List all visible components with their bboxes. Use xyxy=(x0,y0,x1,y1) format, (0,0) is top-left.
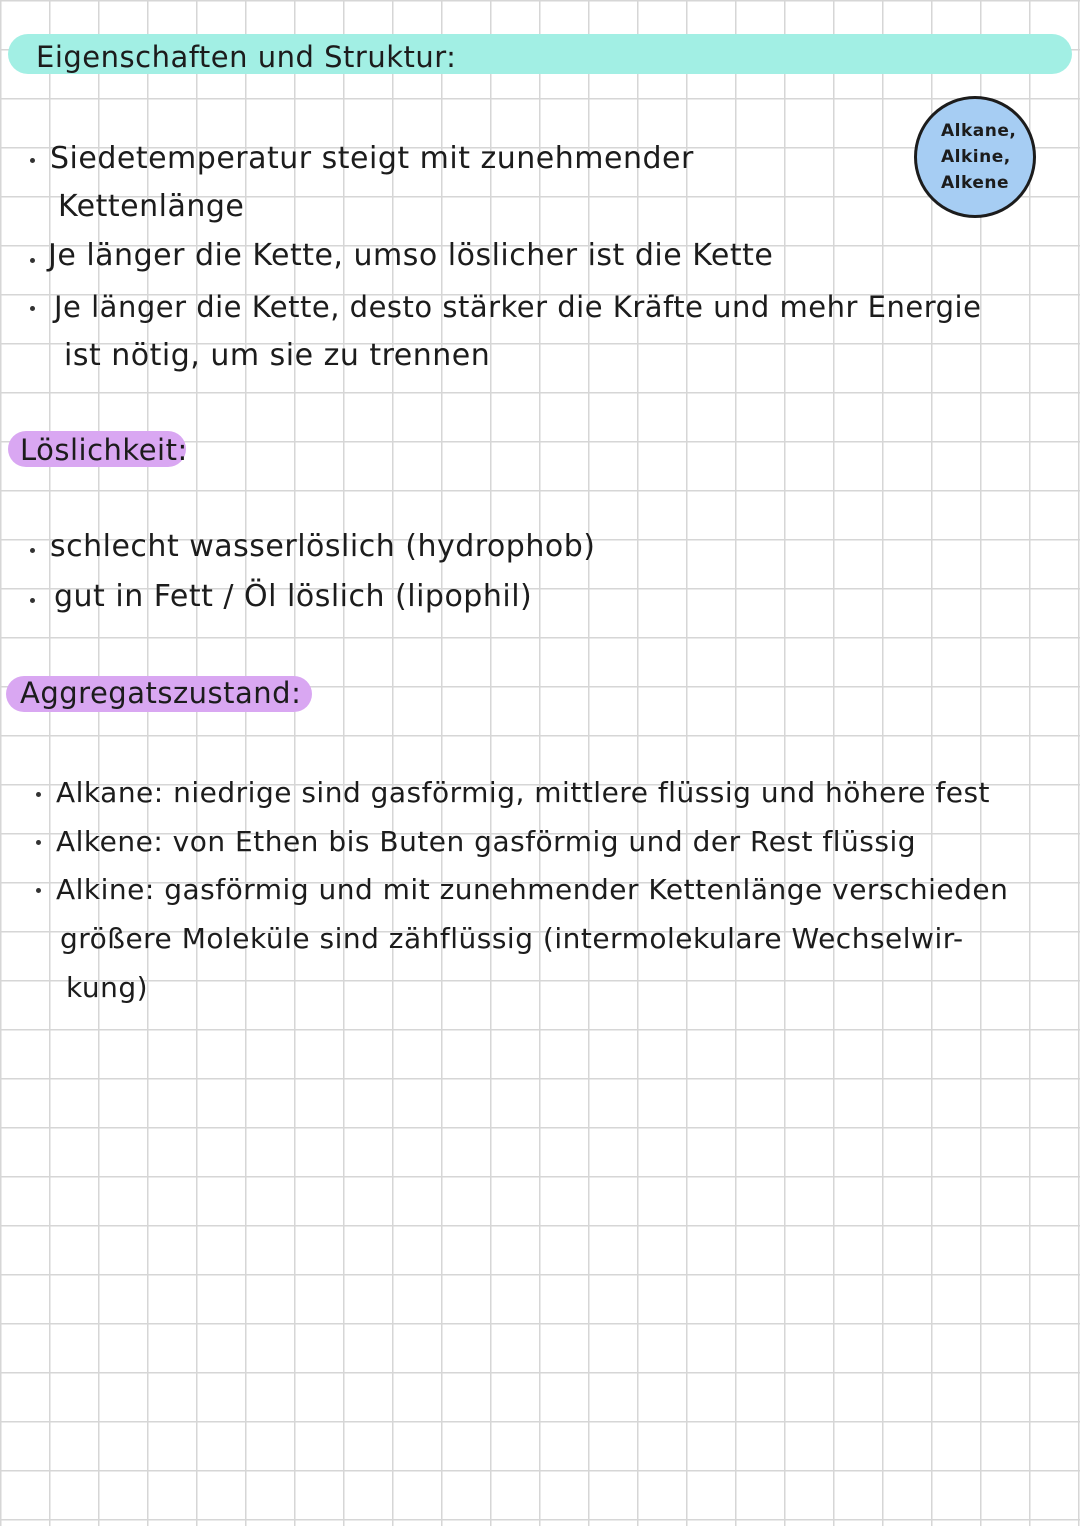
bullet-dot xyxy=(36,840,41,845)
state-bullet-alkine-line-2: größere Moleküle sind zähflüssig (intermolekulare Wechselwir- xyxy=(60,922,964,955)
badge-line-1: Alkane, xyxy=(941,121,1017,141)
state-bullet-alkene: Alkene: von Ethen bis Buten gasförmig und der Rest flüssig xyxy=(56,825,917,858)
structure-bullet-3-line-2: ist nötig, um sie zu trennen xyxy=(64,338,491,373)
state-bullet-alkane: Alkane: niedrige sind gasförmig, mittlere flüssig und höhere fest xyxy=(56,776,991,809)
badge-line-2: Alkine, xyxy=(941,147,1011,167)
bullet-dot xyxy=(30,158,35,163)
state-heading: Aggregatszustand: xyxy=(20,676,302,710)
state-bullet-alkine-line-1: Alkine: gasförmig und mit zunehmender Kettenlänge verschieden xyxy=(56,873,1009,906)
page-title: Eigenschaften und Struktur: xyxy=(36,40,457,74)
bullet-dot xyxy=(30,548,35,553)
bullet-dot xyxy=(30,258,35,263)
bullet-dot xyxy=(36,792,41,797)
bullet-dot xyxy=(36,888,41,893)
structure-bullet-1-line-1: Siedetemperatur steigt mit zunehmender xyxy=(50,141,694,176)
state-bullet-alkine-line-3: kung) xyxy=(66,971,149,1004)
solubility-heading: Löslichkeit: xyxy=(20,433,188,467)
bullet-dot xyxy=(30,598,35,603)
structure-bullet-1-line-2: Kettenlänge xyxy=(58,189,245,224)
bullet-dot xyxy=(30,306,35,311)
structure-bullet-3-line-1: Je länger die Kette, desto stärker die Kräfte und mehr Energie xyxy=(54,290,982,324)
solubility-bullet-2: gut in Fett / Öl löslich (lipophil) xyxy=(54,579,533,614)
structure-bullet-2: Je länger die Kette, umso löslicher ist die Kette xyxy=(48,238,774,273)
solubility-bullet-1: schlecht wasserlöslich (hydrophob) xyxy=(50,529,596,564)
alkane-alkine-alkene-badge xyxy=(914,96,1036,218)
badge-line-3: Alkene xyxy=(941,173,1009,193)
